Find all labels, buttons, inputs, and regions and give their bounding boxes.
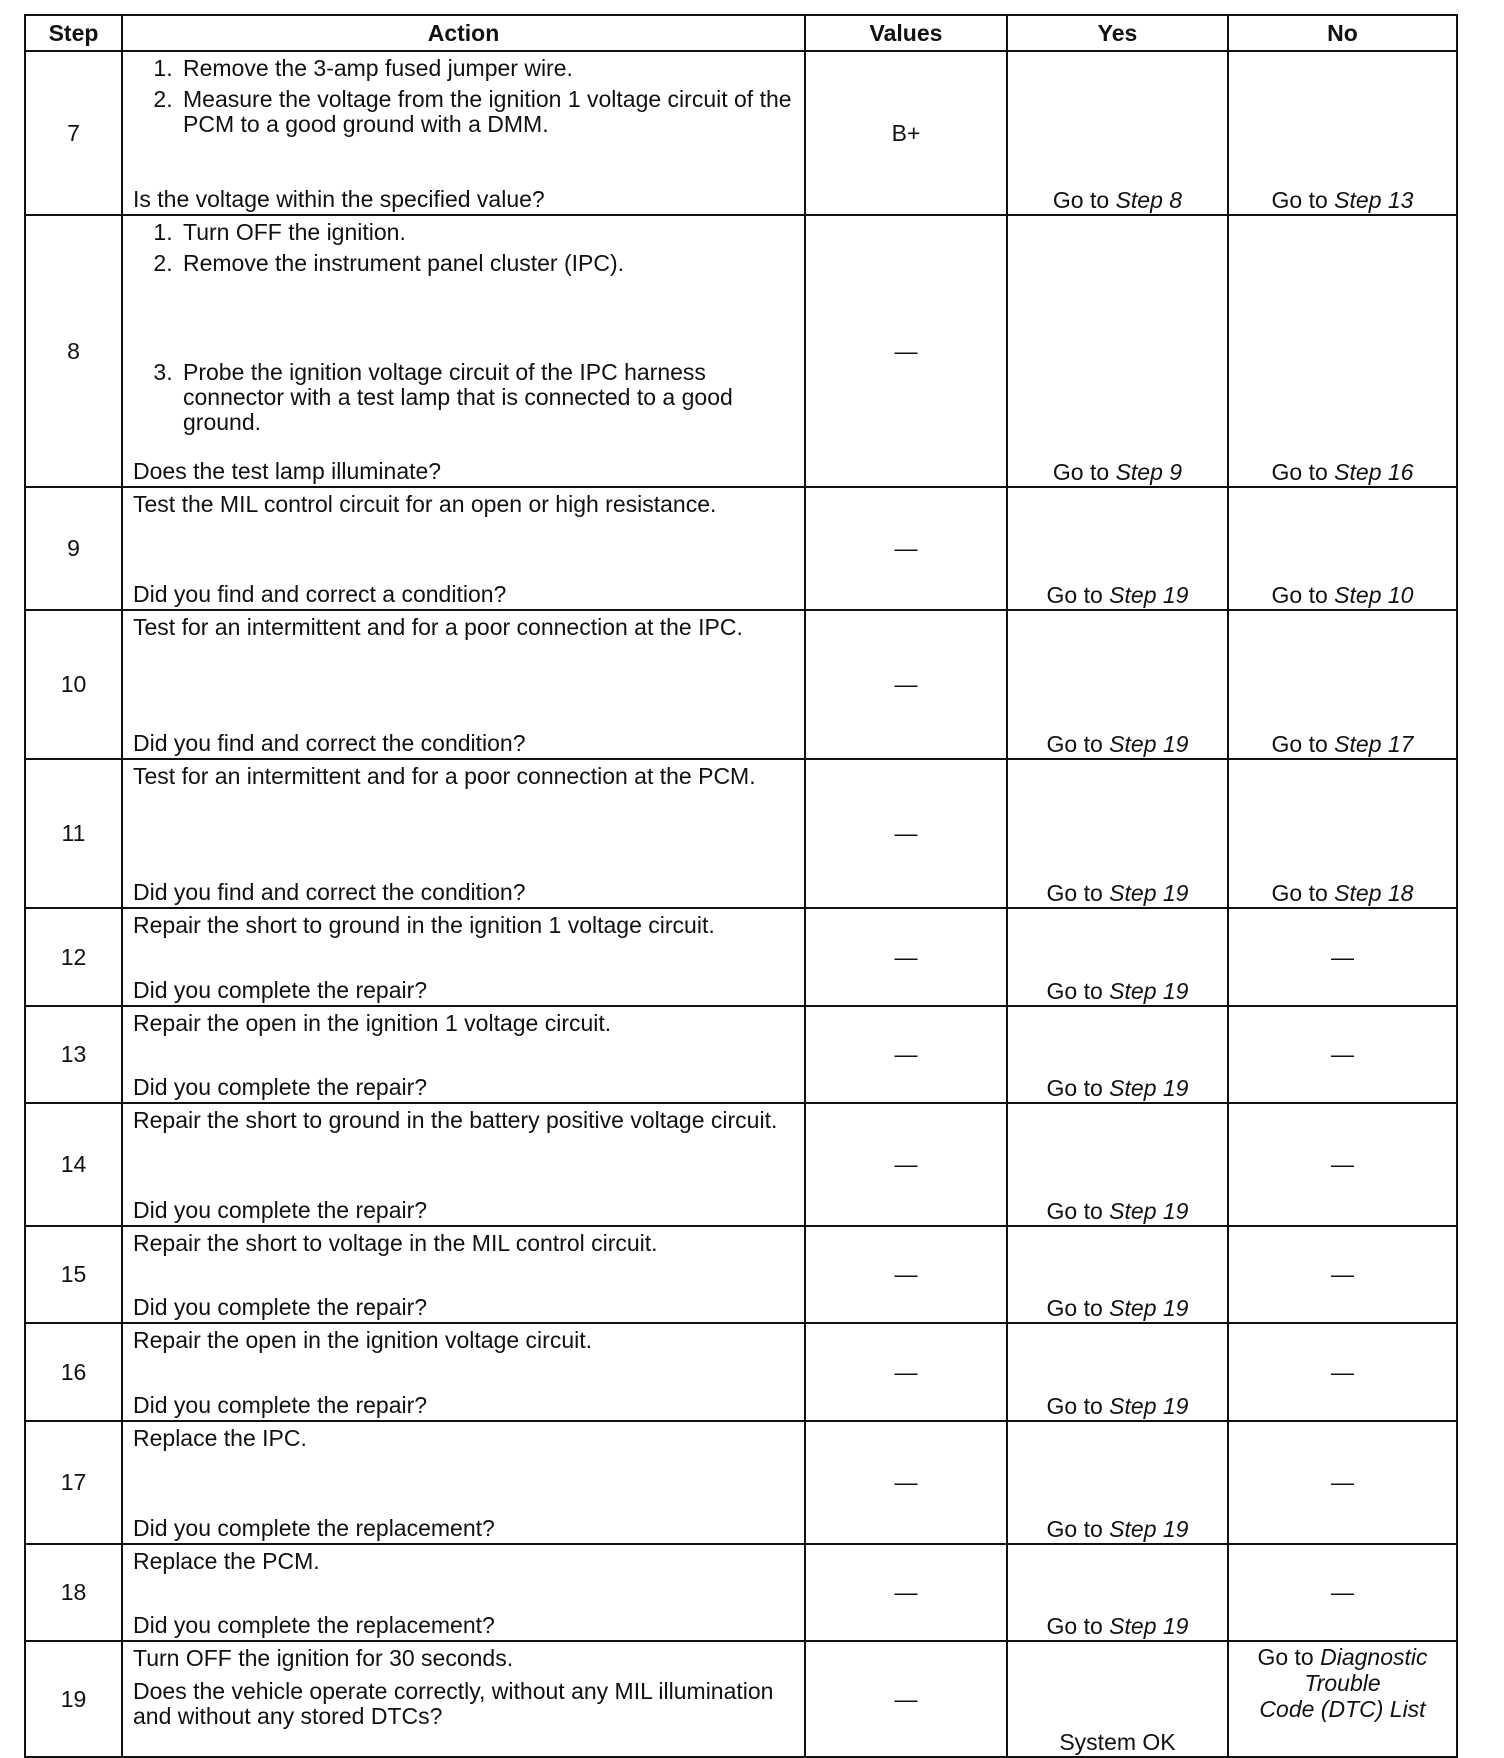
table-row [25, 1006, 1457, 1103]
value-cell: — [805, 487, 1007, 610]
value-cell: B+ [805, 51, 1007, 215]
no-target: Step 13 [1334, 187, 1414, 213]
action-item: 1. Turn OFF the ignition. [179, 220, 794, 245]
action-question: Did you complete the repair? [133, 977, 428, 1003]
step-number: 12 [25, 908, 122, 1006]
no-target: Step 16 [1334, 459, 1414, 485]
action-question: Does the test lamp illuminate? [133, 458, 442, 484]
yes-target: Step 19 [1109, 978, 1189, 1004]
action-list [133, 56, 794, 143]
table-row [25, 51, 1457, 215]
value-cell: — [805, 1323, 1007, 1421]
step-number: 16 [25, 1323, 122, 1421]
no-cell [1228, 759, 1457, 908]
action-cell [122, 1006, 805, 1103]
table-row [25, 908, 1457, 1006]
action-cell [122, 1103, 805, 1226]
action-item: 2. Measure the voltage from the ignition 1 voltage circuit of the PCM to a good ground with a DMM. [179, 87, 794, 137]
step-number: 17 [25, 1421, 122, 1544]
header-values: Values [805, 15, 1007, 51]
yes-target: Step 19 [1109, 1075, 1189, 1101]
header-row [25, 15, 1457, 51]
no-cell [1228, 1641, 1457, 1757]
yes-target: Step 19 [1109, 880, 1189, 906]
action-question: Did you complete the repair? [133, 1392, 428, 1418]
no-cell [1228, 487, 1457, 610]
action-text: Replace the PCM. [133, 1548, 320, 1574]
goto-label: Go to [1046, 978, 1103, 1004]
goto-label: Go to [1046, 1198, 1103, 1224]
value-cell: — [805, 610, 1007, 759]
yes-cell [1007, 1421, 1228, 1544]
goto-label: Go to [1046, 1393, 1103, 1419]
goto-label: Go to [1046, 1075, 1103, 1101]
yes-cell [1007, 1103, 1228, 1226]
goto-label: Go to [1052, 459, 1110, 485]
yes-cell: System OK [1007, 1641, 1228, 1757]
yes-cell [1007, 1544, 1228, 1641]
header-yes: Yes [1007, 15, 1228, 51]
action-question: Did you find and correct the condition? [133, 730, 526, 756]
action-question: Did you complete the repair? [133, 1294, 428, 1320]
yes-target: Step 19 [1109, 731, 1189, 757]
action-item: 3. Probe the ignition voltage circuit of the IPC harness connector with a test lamp that is connected to a good ground. [179, 360, 794, 435]
diagnostic-table [24, 14, 1458, 1758]
action-cell [122, 215, 805, 487]
table-row [25, 1103, 1457, 1226]
action-item: 2. Remove the instrument panel cluster (IPC). [179, 251, 794, 276]
action-question: Did you complete the repair? [133, 1197, 428, 1223]
yes-cell [1007, 1226, 1228, 1323]
goto-label: Go to [1271, 459, 1328, 485]
step-number: 10 [25, 610, 122, 759]
no-cell [1228, 610, 1457, 759]
yes-cell [1007, 215, 1228, 487]
table-row [25, 610, 1457, 759]
goto-label: Go to [1257, 1644, 1314, 1670]
yes-target: Step 19 [1109, 1613, 1189, 1639]
action-cell [122, 1544, 805, 1641]
yes-target: Step 19 [1109, 1393, 1189, 1419]
goto-label: Go to [1046, 582, 1103, 608]
no-target-line2: Code (DTC) List [1259, 1696, 1426, 1722]
step-number: 15 [25, 1226, 122, 1323]
action-cell [122, 487, 805, 610]
step-number: 19 [25, 1641, 122, 1757]
action-text: Repair the short to voltage in the MIL control circuit. [133, 1230, 658, 1256]
step-number: 7 [25, 51, 122, 215]
no-cell [1228, 215, 1457, 487]
table-row [25, 1421, 1457, 1544]
action-question: Did you find and correct the condition? [133, 879, 526, 905]
header-step: Step [25, 15, 122, 51]
goto-label: Go to [1271, 731, 1328, 757]
header-action: Action [122, 15, 805, 51]
no-cell: — [1228, 1006, 1457, 1103]
value-cell: — [805, 759, 1007, 908]
step-number: 13 [25, 1006, 122, 1103]
step-number: 18 [25, 1544, 122, 1641]
action-question: Does the vehicle operate correctly, without any MIL illumination and without any stored DTCs? [133, 1678, 774, 1729]
goto-label: Go to [1046, 880, 1103, 906]
no-target: Step 17 [1334, 731, 1414, 757]
goto-label: Go to [1046, 731, 1103, 757]
value-cell: — [805, 1103, 1007, 1226]
value-cell: — [805, 1006, 1007, 1103]
action-cell [122, 51, 805, 215]
table-row [25, 1323, 1457, 1421]
goto-label: Go to [1046, 1516, 1103, 1542]
action-question: Did you complete the replacement? [133, 1515, 495, 1541]
action-text: Repair the open in the ignition voltage circuit. [133, 1327, 593, 1353]
action-cell [122, 1323, 805, 1421]
action-question: Is the voltage within the specified value? [133, 186, 545, 212]
yes-cell [1007, 759, 1228, 908]
yes-target: Step 19 [1109, 582, 1189, 608]
action-question: Did you find and correct a condition? [133, 581, 507, 607]
action-text: Repair the short to ground in the battery positive voltage circuit. [133, 1107, 778, 1133]
action-cell [122, 759, 805, 908]
action-item: 1. Remove the 3-amp fused jumper wire. [179, 56, 794, 81]
action-question: Did you complete the replacement? [133, 1612, 495, 1638]
no-target: Step 10 [1334, 582, 1414, 608]
yes-cell [1007, 51, 1228, 215]
yes-target: Step 19 [1109, 1198, 1189, 1224]
action-text: Repair the open in the ignition 1 voltage circuit. [133, 1010, 612, 1036]
step-number: 14 [25, 1103, 122, 1226]
action-cell [122, 908, 805, 1006]
action-cell [122, 610, 805, 759]
value-cell: — [805, 1544, 1007, 1641]
table-row [25, 215, 1457, 487]
no-target: Step 18 [1334, 880, 1414, 906]
header-no: No [1228, 15, 1457, 51]
yes-target: Step 8 [1115, 187, 1183, 213]
goto-label: Go to [1046, 1295, 1103, 1321]
action-cell [122, 1421, 805, 1544]
table-row [25, 759, 1457, 908]
no-cell: — [1228, 1103, 1457, 1226]
goto-label: Go to [1271, 582, 1328, 608]
action-cell [122, 1226, 805, 1323]
action-text: Test for an intermittent and for a poor connection at the IPC. [133, 614, 743, 640]
goto-label: Go to [1271, 187, 1328, 213]
no-cell: — [1228, 1421, 1457, 1544]
value-cell: — [805, 1421, 1007, 1544]
yes-target: Step 9 [1115, 459, 1183, 485]
goto-label: Go to [1052, 187, 1110, 213]
value-cell: — [805, 908, 1007, 1006]
value-cell: — [805, 215, 1007, 487]
action-text: Test for an intermittent and for a poor connection at the PCM. [133, 763, 756, 789]
table-row [25, 1226, 1457, 1323]
action-text: Repair the short to ground in the ignition 1 voltage circuit. [133, 912, 715, 938]
yes-cell [1007, 610, 1228, 759]
no-cell: — [1228, 908, 1457, 1006]
action-text: Turn OFF the ignition for 30 seconds. [133, 1645, 514, 1671]
action-question: Did you complete the repair? [133, 1074, 428, 1100]
table-row [25, 1544, 1457, 1641]
table-row [25, 1641, 1457, 1757]
table-row [25, 487, 1457, 610]
step-number: 9 [25, 487, 122, 610]
action-list [133, 220, 794, 435]
value-cell: — [805, 1641, 1007, 1757]
yes-cell [1007, 487, 1228, 610]
step-number: 11 [25, 759, 122, 908]
goto-label: Go to [1046, 1613, 1103, 1639]
no-cell: — [1228, 1226, 1457, 1323]
action-text: Test the MIL control circuit for an open or high resistance. [133, 491, 717, 517]
no-cell: — [1228, 1323, 1457, 1421]
goto-label: Go to [1271, 880, 1328, 906]
action-cell [122, 1641, 805, 1757]
yes-cell [1007, 1323, 1228, 1421]
no-cell: — [1228, 1544, 1457, 1641]
value-cell: — [805, 1226, 1007, 1323]
yes-target: Step 19 [1109, 1295, 1189, 1321]
no-cell [1228, 51, 1457, 215]
no-target-line1: Diagnostic Trouble [1304, 1644, 1428, 1696]
yes-cell [1007, 908, 1228, 1006]
yes-cell [1007, 1006, 1228, 1103]
step-number: 8 [25, 215, 122, 487]
action-text: Replace the IPC. [133, 1425, 307, 1451]
yes-target: Step 19 [1109, 1516, 1189, 1542]
